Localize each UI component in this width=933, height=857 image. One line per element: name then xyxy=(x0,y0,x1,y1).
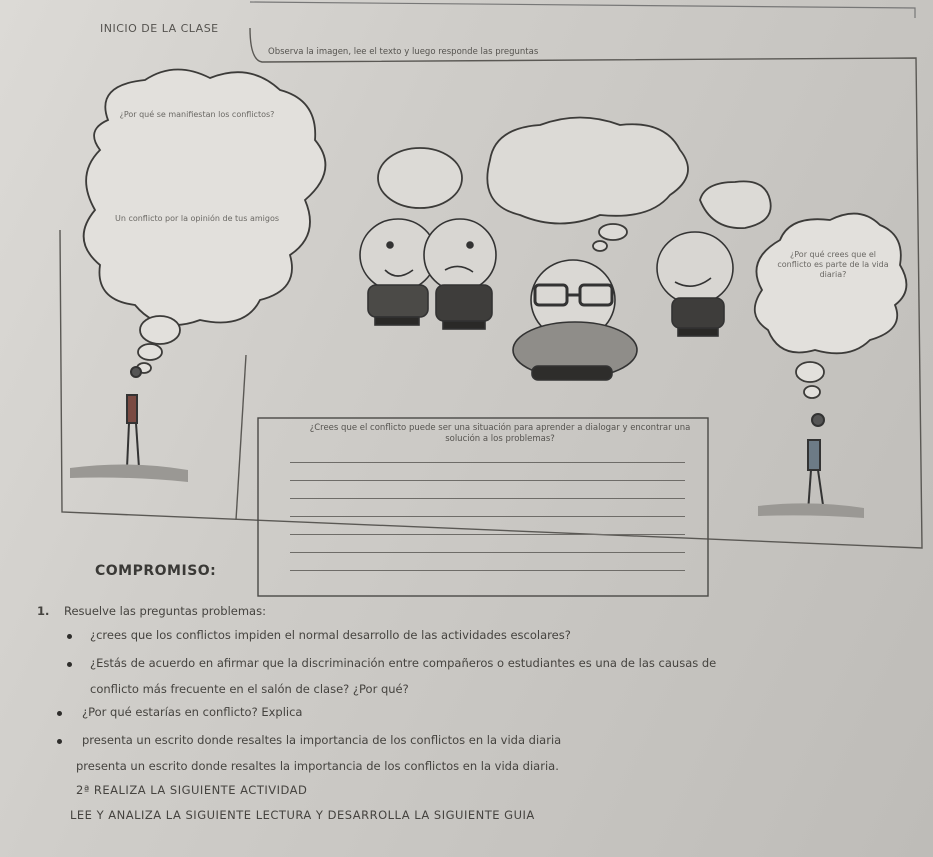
question-4-repeat: presenta un escrito donde resaltes la importancia de los conflictos en la vida diaria. xyxy=(76,759,559,773)
cartoon-characters xyxy=(360,219,733,380)
answer-line xyxy=(290,498,685,499)
right-bubble-question: ¿Por qué crees que el conflicto es parte de la vida diaria? xyxy=(777,250,889,279)
answer-line xyxy=(290,480,685,481)
question-3: ¿Por qué estarías en conflicto? Explica xyxy=(82,705,303,719)
bullet-dot xyxy=(57,739,62,744)
right-student-figure xyxy=(758,414,864,518)
right-thought-bubble xyxy=(755,214,907,398)
bullet-dot xyxy=(67,634,72,639)
activity-heading: Resuelve las preguntas problemas: xyxy=(64,604,266,618)
left-bubble-question: ¿Por qué se manifiestan los conflictos? xyxy=(119,110,275,119)
question-4: presenta un escrito donde resaltes la importancia de los conflictos en la vida diaria xyxy=(82,733,562,747)
step-2-heading: 2ª REALIZA LA SIGUIENTE ACTIVIDAD xyxy=(76,783,308,797)
answer-line xyxy=(290,534,685,535)
answer-line xyxy=(290,462,685,463)
question-1: ¿crees que los conflictos impiden el normal desarrollo de las actividades escolares? xyxy=(90,628,571,642)
answer-line xyxy=(290,552,685,553)
instruction-text: Observa la imagen, lee el texto y luego responde las preguntas xyxy=(268,47,539,57)
bullet-dot xyxy=(67,662,72,667)
left-bubble-statement: Un conflicto por la opinión de tus amigos xyxy=(114,214,280,223)
bullet-dot xyxy=(57,711,62,716)
question-2: ¿Estás de acuerdo en afirmar que la discriminación entre compañeros o estudiantes es una de las causas de xyxy=(90,656,717,670)
activity-number: 1. xyxy=(37,604,50,618)
section-title: INICIO DE LA CLASE xyxy=(100,22,219,35)
page-edge xyxy=(250,2,915,18)
compromiso-label: COMPROMISO: xyxy=(95,563,217,579)
answer-line xyxy=(290,570,685,571)
answer-line xyxy=(290,516,685,517)
answer-box-prompt: ¿Crees que el conflicto puede ser una situación para aprender a dialogar y encontrar una solución a los problemas? xyxy=(309,423,691,444)
question-2-continuation: conflicto más frecuente en el salón de clase? ¿Por qué? xyxy=(90,682,409,696)
step-3-heading: LEE Y ANALIZA LA SIGUIENTE LECTURA Y DESARROLLA LA SIGUIENTE GUIA xyxy=(70,808,535,822)
left-student-figure xyxy=(70,367,188,482)
